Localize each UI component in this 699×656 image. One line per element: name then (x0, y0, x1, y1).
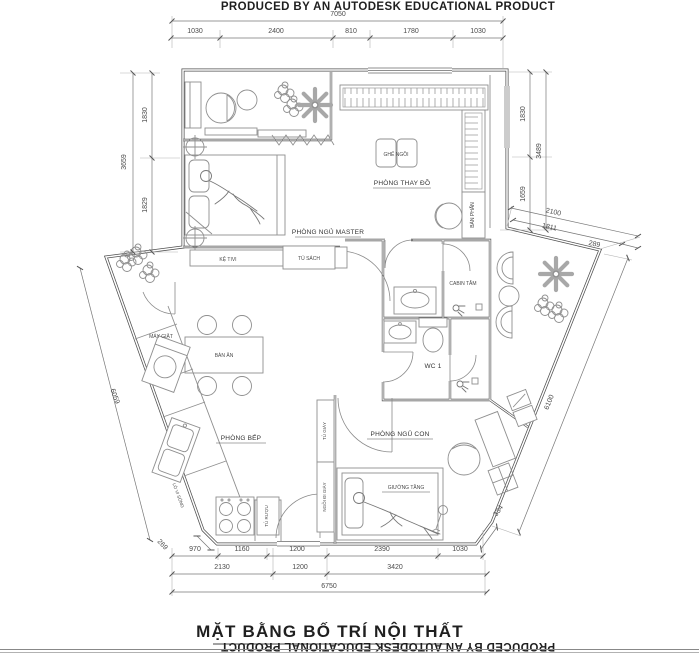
fan-plant (299, 89, 331, 121)
floor-drain (476, 304, 482, 310)
plant (549, 302, 569, 323)
side-table (237, 90, 257, 110)
svg-text:1030: 1030 (470, 28, 486, 35)
svg-text:1829: 1829 (142, 197, 149, 213)
room-label-kitchen: PHÒNG BẾP (220, 435, 262, 442)
vanity-chair (435, 203, 462, 229)
svg-text:1030: 1030 (187, 28, 203, 35)
plant (535, 295, 555, 316)
shower-head (457, 381, 469, 392)
svg-text:1780: 1780 (403, 28, 419, 35)
bookshelf-label: TỦ SÁCH (298, 256, 320, 262)
svg-text:334: 334 (492, 504, 505, 518)
wine-cabinet (257, 497, 279, 535)
svg-text:269: 269 (155, 538, 169, 552)
svg-text:2400: 2400 (268, 28, 284, 35)
lounge-chair (206, 93, 236, 123)
window-sill (205, 128, 257, 135)
svg-text:6750: 6750 (321, 583, 337, 590)
plant (140, 262, 160, 283)
svg-text:1200: 1200 (289, 546, 305, 553)
bunk-bed (337, 468, 443, 540)
master-bed (185, 155, 285, 235)
drawing-title: MẶT BẰNG BỐ TRÍ NỘI THẤT (196, 622, 464, 641)
dining-chair (198, 316, 217, 335)
washing-machine-label: MÁY GIẶT (149, 334, 173, 340)
toilet (419, 318, 447, 352)
svg-text:289: 289 (587, 239, 601, 250)
desk-chair (448, 443, 480, 475)
bunk-bed-label: GIƯỜNG TẦNG (387, 485, 425, 491)
wall-shelf (507, 389, 537, 426)
svg-text:TỦ RƯỢU: TỦ RƯỢU (264, 505, 269, 527)
svg-text:970: 970 (189, 546, 201, 553)
room-label-master: PHÒNG NGỦ MASTER (291, 229, 365, 236)
svg-text:1830: 1830 (142, 107, 149, 123)
svg-text:6059: 6059 (108, 387, 121, 406)
svg-text:1160: 1160 (234, 546, 250, 553)
dims-left (80, 73, 211, 552)
svg-text:1659: 1659 (520, 186, 527, 202)
wc-label: WC 1 (424, 363, 442, 370)
balcony-chair (497, 252, 513, 284)
shelf-endcap (335, 247, 347, 268)
bathrooms (383, 240, 482, 392)
wc-sink (384, 321, 416, 343)
vanity-sink (394, 287, 436, 314)
shoe-cabinet (317, 400, 334, 462)
balcony-chair (496, 306, 512, 338)
dining-chair (233, 316, 252, 335)
svg-text:1830: 1830 (520, 106, 527, 122)
svg-text:3420: 3420 (387, 564, 403, 571)
dining-table-label: BÀN ĂN (214, 353, 234, 359)
washing-machine (142, 336, 190, 393)
room-label-kids: PHÒNG NGỦ CON (370, 431, 430, 438)
svg-text:2130: 2130 (214, 564, 230, 571)
dining-chair (233, 377, 252, 396)
svg-text:7050: 7050 (330, 11, 346, 18)
seat-label: GHẾ NGỒI (383, 152, 409, 158)
svg-text:1200: 1200 (292, 564, 308, 571)
shower-cabin-label: CABIN TẮM (449, 281, 477, 287)
room-label-dressing: PHÒNG THAY ĐỒ (373, 180, 431, 187)
svg-text:6100: 6100 (543, 393, 556, 411)
shoe-bench (317, 462, 334, 532)
stove (216, 497, 254, 535)
closet (185, 82, 201, 128)
svg-text:2100: 2100 (544, 207, 562, 218)
svg-text:TỦ GIÀY: TỦ GIÀY (322, 421, 327, 441)
dims-bottom (172, 546, 487, 592)
vanity-label: BÀN PHẤN (470, 202, 476, 228)
fan-plant (540, 258, 572, 290)
top-watermark: PRODUCED BY AN AUTODESK EDUCATIONAL PRODUCT (220, 1, 556, 13)
bottom-watermark: PRODUCED BY AN AUTODESK EDUCATIONAL PRODUCT (220, 640, 556, 652)
master-bedroom (183, 82, 364, 250)
dressing-room (340, 85, 488, 238)
balcony-top (206, 82, 331, 123)
entrance (276, 400, 334, 538)
svg-text:1811: 1811 (541, 222, 558, 233)
svg-text:1030: 1030 (452, 546, 468, 553)
svg-text:NGỒI ĐI GIÀY: NGỒI ĐI GIÀY (322, 482, 327, 512)
microwave-label: LÒ VI SÓNG (171, 482, 186, 509)
tv-shelf-label: KỆ TIVI (219, 257, 237, 263)
floor-drain (472, 378, 478, 384)
svg-text:3489: 3489 (536, 143, 543, 159)
shower-head (453, 305, 465, 316)
svg-text:2390: 2390 (374, 546, 390, 553)
svg-text:3659: 3659 (121, 154, 128, 170)
balcony-table (499, 286, 519, 306)
svg-text:810: 810 (345, 28, 357, 35)
balcony-right (496, 252, 572, 338)
